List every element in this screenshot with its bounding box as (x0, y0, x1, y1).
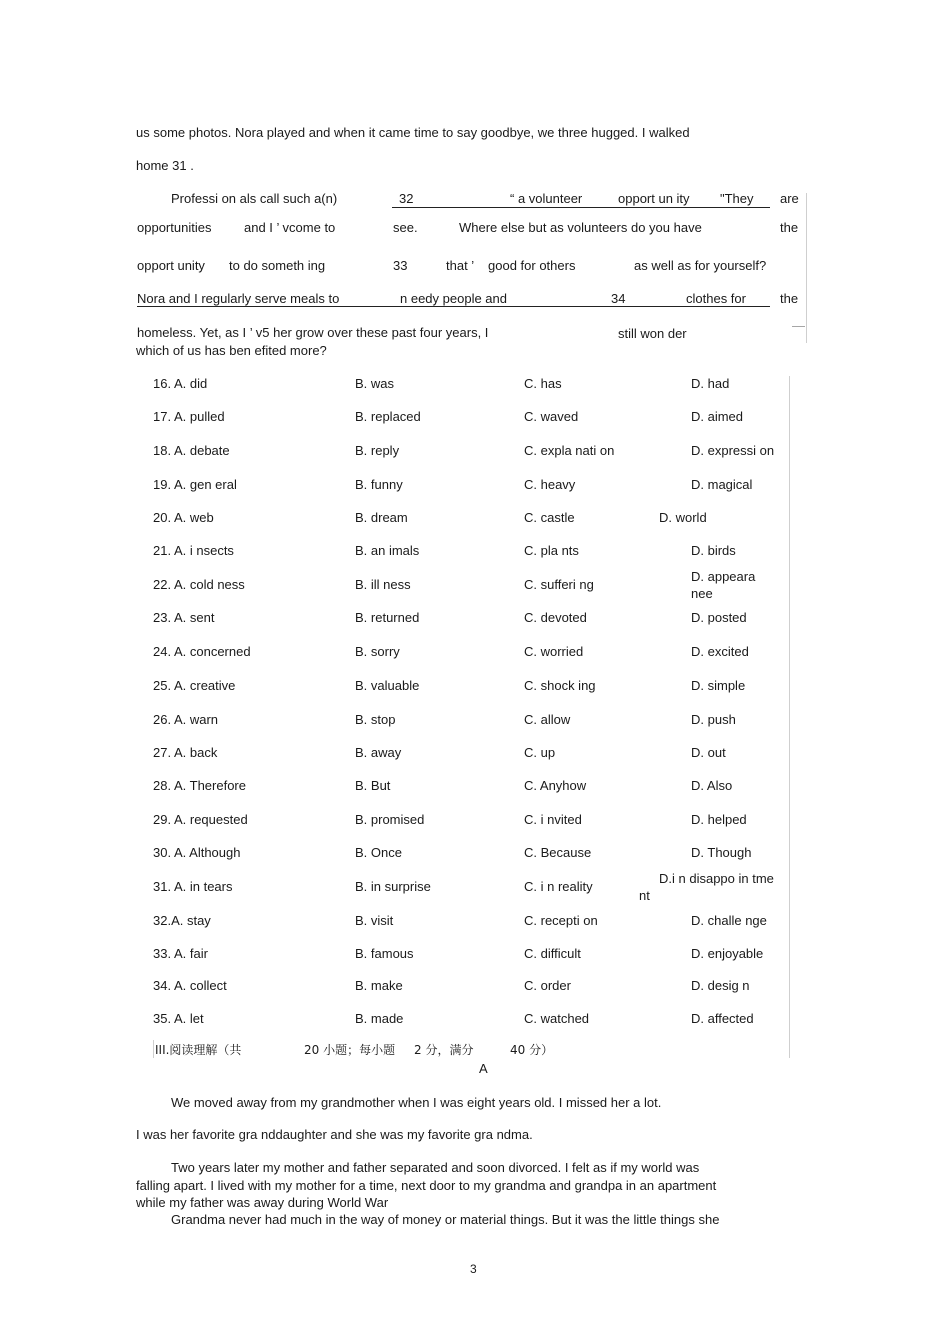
passage-text: Where else but as volunteers do you have (459, 220, 702, 235)
option-c: C. order (524, 978, 571, 993)
option-a: 19. A. gen eral (153, 477, 237, 492)
option-b: B. replaced (355, 409, 421, 424)
passage-letter: A (479, 1061, 488, 1076)
option-b: B. was (355, 376, 395, 391)
option-d: D. excited (691, 644, 749, 659)
underline (392, 207, 770, 208)
option-b: B. away (355, 745, 402, 760)
option-c: C. castle (524, 510, 575, 525)
section-heading: III.阅读理解（共 (155, 1043, 242, 1057)
passage-text: which of us has ben efited more? (136, 343, 327, 358)
option-a: 24. A. concerned (153, 644, 251, 659)
option-a: 18. A. debate (153, 443, 230, 458)
option-d: D. simple (691, 678, 746, 693)
passage-a-line: Grandma never had much in the way of money or material things. But it was the little things she (171, 1212, 720, 1227)
option-d: D. Though (691, 845, 752, 860)
passage-a-line: I was her favorite gra nddaughter and she was my favorite gra ndma. (136, 1127, 533, 1142)
blank-number: 32 (399, 191, 414, 206)
option-c: C. shock ing (524, 678, 596, 693)
option-a: 23. A. sent (153, 610, 215, 625)
option-a: 30. A. Although (153, 845, 241, 860)
option-a: 28. A. Therefore (153, 778, 246, 793)
passage-text: still won der (618, 326, 687, 341)
passage-text: n eedy people and (400, 291, 507, 306)
option-c: C. Because (524, 845, 592, 860)
option-c: C. allow (524, 712, 571, 727)
option-b: B. dream (355, 510, 408, 525)
option-b: B. an imals (355, 543, 420, 558)
option-d: D. push (691, 712, 736, 727)
option-c: C. i n reality (524, 879, 593, 894)
option-a: 33. A. fair (153, 946, 208, 961)
option-c: C. Anyhow (524, 778, 587, 793)
option-d: D. out (691, 745, 726, 760)
option-d: D. expressi on (691, 443, 775, 458)
option-b: B. sorry (355, 644, 400, 659)
passage-text: are (780, 191, 799, 206)
option-a: 17. A. pulled (153, 409, 225, 424)
option-b: B. make (355, 978, 403, 993)
option-a: 21. A. i nsects (153, 543, 234, 558)
passage-a-line: We moved away from my grandmother when I was eight years old. I missed her a lot. (171, 1095, 662, 1110)
passage-text: "They (720, 191, 754, 206)
option-b: B. made (355, 1011, 404, 1026)
option-c: C. recepti on (524, 913, 598, 928)
option-d: D. helped (691, 812, 747, 827)
option-c: C. expla nati on (524, 443, 615, 458)
option-d-wrap: nt (639, 888, 650, 903)
option-d: D. Also (691, 778, 733, 793)
option-b: B. promised (355, 812, 425, 827)
option-a: 27. A. back (153, 745, 218, 760)
passage-text: good for others (488, 258, 576, 273)
option-b: B. ill ness (355, 577, 411, 592)
option-a: 25. A. creative (153, 678, 236, 693)
passage-a-line: Two years later my mother and father separated and soon divorced. I felt as if my world was (171, 1160, 700, 1175)
passage-a-line: while my father was away during World War (136, 1195, 389, 1210)
option-d: D. appeara (691, 569, 756, 584)
option-c: C. worried (524, 644, 584, 659)
table-border (789, 376, 790, 1058)
dash-mark: — (792, 318, 805, 333)
passage-text: see. (393, 220, 418, 235)
blank-number: 34 (611, 291, 626, 306)
option-c: C. up (524, 745, 556, 760)
option-d: D. birds (691, 543, 736, 558)
passage-text: “ a volunteer (510, 191, 583, 206)
passage-text: opportunities (137, 220, 212, 235)
passage-text: to do someth ing (229, 258, 326, 273)
option-d: D. enjoyable (691, 946, 764, 961)
option-a: 26. A. warn (153, 712, 219, 727)
option-b: B. returned (355, 610, 420, 625)
table-border (153, 1040, 154, 1058)
option-d: D. magical (691, 477, 753, 492)
option-b: B. Once (355, 845, 402, 860)
option-b: B. in surprise (355, 879, 431, 894)
underline (137, 306, 770, 307)
option-c: C. devoted (524, 610, 587, 625)
option-d: D. affected (691, 1011, 754, 1026)
option-b: B. stop (355, 712, 396, 727)
passage-text: the (780, 291, 799, 306)
passage-text: opport un ity (618, 191, 690, 206)
option-a: 20. A. web (153, 510, 214, 525)
section-heading: 20 小题；每小题 (304, 1043, 396, 1057)
section-heading: 2 分，满分 (414, 1043, 474, 1057)
option-d: D. had (691, 376, 730, 391)
option-c: C. watched (524, 1011, 590, 1026)
passage-text: opport unity (137, 258, 205, 273)
passage-text: the (780, 220, 799, 235)
passage-line: us some photos. Nora played and when it came time to say goodbye, we three hugged. I walked (136, 125, 690, 140)
option-a: 35. A. let (153, 1011, 204, 1026)
passage-text: clothes for (686, 291, 746, 306)
option-a: 22. A. cold ness (153, 577, 245, 592)
option-a: 29. A. requested (153, 812, 248, 827)
page-number: 3 (470, 1262, 477, 1276)
table-border (806, 193, 807, 343)
passage-text: Nora and I regularly serve meals to (137, 291, 340, 306)
option-d-wrap: nee (691, 586, 713, 601)
option-d: D. challe nge (691, 913, 767, 928)
option-d: D.i n disappo in tme (659, 871, 774, 886)
option-c: C. pla nts (524, 543, 579, 558)
blank-number: 33 (393, 258, 408, 273)
option-a: 32.A. stay (153, 913, 211, 928)
option-c: C. waved (524, 409, 579, 424)
option-c: C. difficult (524, 946, 581, 961)
passage-text: as well as for yourself? (634, 258, 767, 273)
passage-text: Professi on als call such a(n) (171, 191, 338, 206)
option-d: D. desig n (691, 978, 750, 993)
option-b: B. reply (355, 443, 400, 458)
passage-a-line: falling apart. I lived with my mother for a time, next door to my grandma and grandpa in an apartment (136, 1178, 717, 1193)
option-a: 16. A. did (153, 376, 208, 391)
option-b: B. valuable (355, 678, 420, 693)
option-b: B. funny (355, 477, 403, 492)
passage-text: homeless. Yet, as I ’ v5 her grow over these past four years, I (137, 325, 489, 340)
section-heading: 40 分） (510, 1043, 554, 1057)
option-d: D. world (659, 510, 707, 525)
passage-line: home 31 . (136, 158, 194, 173)
option-c: C. has (524, 376, 562, 391)
passage-text: and I ’ vcome to (244, 220, 336, 235)
option-a: 34. A. collect (153, 978, 227, 993)
option-c: C. i nvited (524, 812, 582, 827)
option-a: 31. A. in tears (153, 879, 233, 894)
option-b: B. visit (355, 913, 394, 928)
option-c: C. sufferi ng (524, 577, 594, 592)
option-d: D. posted (691, 610, 747, 625)
option-d: D. aimed (691, 409, 744, 424)
option-c: C. heavy (524, 477, 576, 492)
passage-text: that ’ (446, 258, 475, 273)
option-b: B. famous (355, 946, 414, 961)
option-b: B. But (355, 778, 391, 793)
